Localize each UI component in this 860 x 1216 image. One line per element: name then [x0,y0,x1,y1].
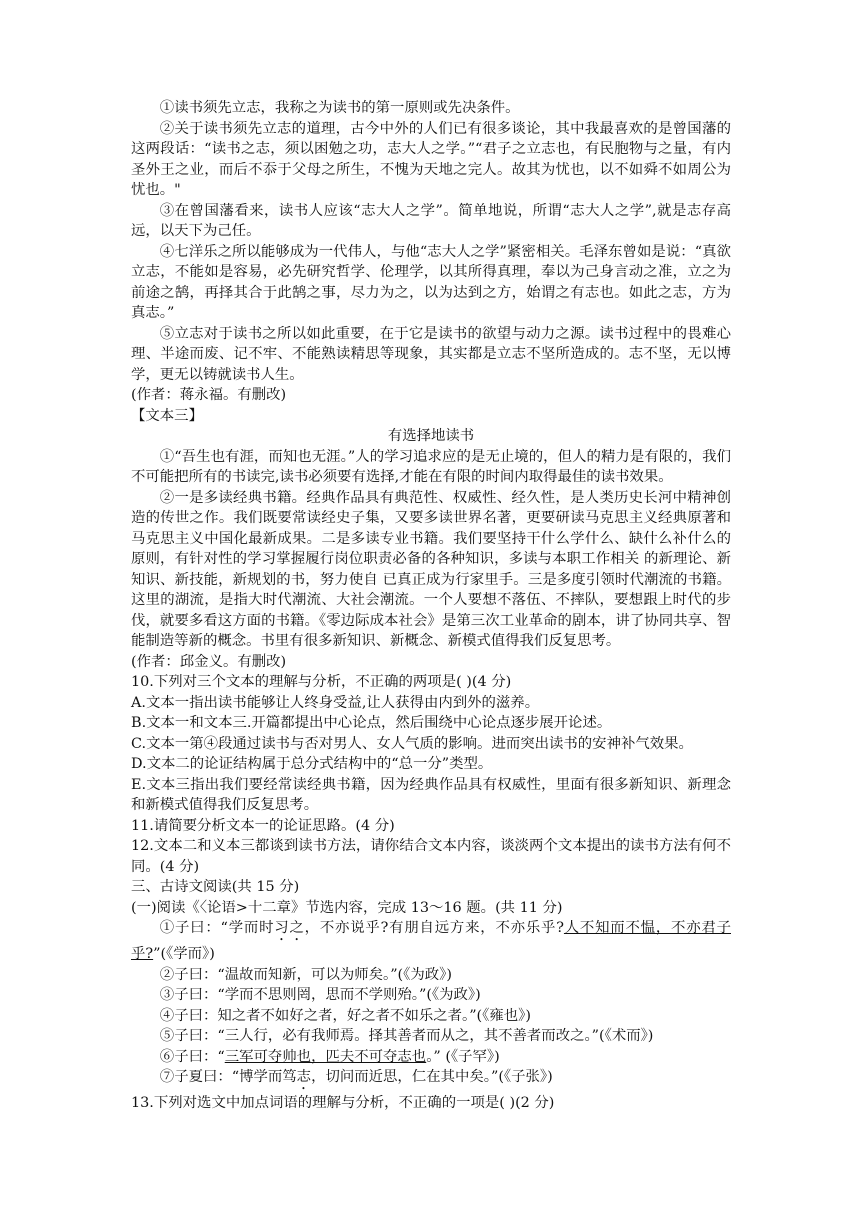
text2-author: (作者：蒋永福。有删改) [131,387,287,403]
question-10-option-e: E.文本三指出我们要经常读经典书籍，因为经典作品具有权威性，里面有很多新知识、新理念和新模式值得我们反复思考。 [131,776,731,813]
lunyu-line-7: ⑦子夏曰：“博学而笃志，切问而近思，仁在其中矣。”(《子张》) [159,1069,553,1085]
question-10-option-a: A.文本一指出读书能够让人终身受益,让人获得由内到外的滋养。 [131,694,540,711]
text3-title: 有选择地读书 [387,428,475,444]
text2-para-5: ⑤立志对于读书之所以如此重要，在于它是读书的欲望与动力之源。读书过程中的畏难心理、半途而废、记不牢、不能熟读精思等现象，其实都是立志不坚所造成的。志不坚，无以博学，更无以铸就读书人生。 [131,325,731,383]
part-1-heading: (一)阅读《〈论语>十二章》节选内容，完成 13～16 题。(共 11 分) [131,899,563,916]
lunyu-line-3: ③子曰：“学而不思则罔，思而不学则殆。”(《为政》) [159,987,481,1003]
dotted-word: 习之 [274,920,305,936]
dotted-word: 志 [296,1069,312,1085]
question-12: 12.文本二和义本三都谈到读书方法，请你结合文本内容，谈淡两个文本提出的读书方法有何不同。(4 分) [131,838,731,875]
question-10-option-c: C.文本一第④段通过读书与否对男人、女人气质的影响。进而突出读书的安神补气效果。 [131,735,693,752]
text2-para-4: ④七洋乐之所以能够成为一代伟人，与他“志大人之学”紧密相关。毛泽东曾如是说：“真欲立志，不能如是容易，必先研究哲学、伦理学，以其所得真理，奉以为己身言动之准，立之为前途之鹄，再择其合于此鹄之事，尽力为之，以为达到之方，始谓之有志也。如此之志，方为真志。” [131,243,731,321]
question-11: 11.请简要分析文本一的论证思路。(4 分) [131,817,395,834]
lunyu-line-6: ⑥子曰：“三军可夺帅也，匹夫不可夺志也。” (《子罕》) [159,1048,500,1065]
text3-para-2: ②一是多读经典书籍。经典作品具有典范性、权威性、经久性，是人类历史长河中精神创造的传世之作。我们既要常读经史子集，又要多读世界名著，更要研读马克思主义经典原著和马克思主义中国化最新成果。二是多读专业书籍。我们要坚持干什么学什么、缺什么补什么的原则，有针对性的学习掌握履行岗位职责必备的各种知识，多读与本职工作相关 的新理论、新知识、新技能，新规划的书，努力使自 已真正成为行家里手。三是多度引领时代潮流的书籍。这里的湖流，是指大时代潮流、大社会潮流。一个人要想不落伍、不摔队，要想跟上时代的步伐，就要多看这方面的书籍。《零边际成本社会》是第三次工业革命的剧本，讲了协同共享、智能制造等新的概念。书里有很多新知识、新概念、新模式值得我们反复思考。 [131,489,731,649]
lunyu-line-1: ①子曰：“学而时习之，不亦说乎?有朋自远方来，不亦乐乎?人不知而不愠，不亦君子乎?”(《学而》) [131,920,731,962]
text2-para-1: ①读书须先立志，我称之为读书的第一原则或先决条件。 [159,100,520,116]
section-3-heading: 三、古诗文阅读(共 15 分) [131,879,300,895]
document-page [131,98,731,1114]
text3-author: (作者：邱金义。有删改) [131,653,287,670]
underlined-sentence: 三军可夺帅也，匹夫不可夺志也 [224,1048,427,1065]
lunyu-line-2: ②子曰：“温故而知新，可以为师矣。”(《为政》) [159,966,452,983]
underlined-sentence: 人不知而不愠，不亦君子乎? [131,920,731,962]
text3-label: 【文本三】 [131,407,203,424]
text2-para-2: ②关于读书须先立志的道理，古今中外的人们已有很多谈论，其中我最喜欢的是曾国藩的这两段话：“读书之志，须以困勉之功，志大人之学。”“君子之立志也，有民胞物与之量，有内圣外王之业，而后不忝于父母之所生，不愧为天地之完人。故其为忧也，以不如舜不如周公为忧也。" [131,120,731,198]
text3-para-1: ①“吾生也有涯，而知也无涯。”人的学习追求应的是无止境的，但人的精力是有限的，我们不可能把所有的书读完,读书必须要有选择,才能在有限的时间内取得最佳的读书效果。 [131,448,731,485]
question-10-option-d: D.文本二的论证结构属于总分式结构中的“总一分”类型。 [131,756,493,772]
text2-para-3: ③在曾国藩看来，读书人应该“志大人之学”。简单地说，所谓“志大人之学”,就是志存高远，以天下为己任。 [131,202,731,239]
question-10-option-b: B.文本一和文本三.开篇都提出中心论点，然后围绕中心论点逐步展开论述。 [131,715,612,731]
lunyu-line-4: ④子曰：知之者不如好之者，好之者不如乐之者。”(《雍也》) [159,1007,531,1024]
question-10-stem: 10.下列对三个文本的理解与分析，不正确的两项是( )(4 分) [131,674,512,690]
question-13-stem: 13.下列对选文中加点词语的理解与分析，不正确的一项是( )(2 分) [131,1095,555,1111]
lunyu-line-5: ⑤子曰：“三人行，必有我师焉。择其善者而从之，其不善者而改之。”(《术而》) [159,1028,654,1044]
